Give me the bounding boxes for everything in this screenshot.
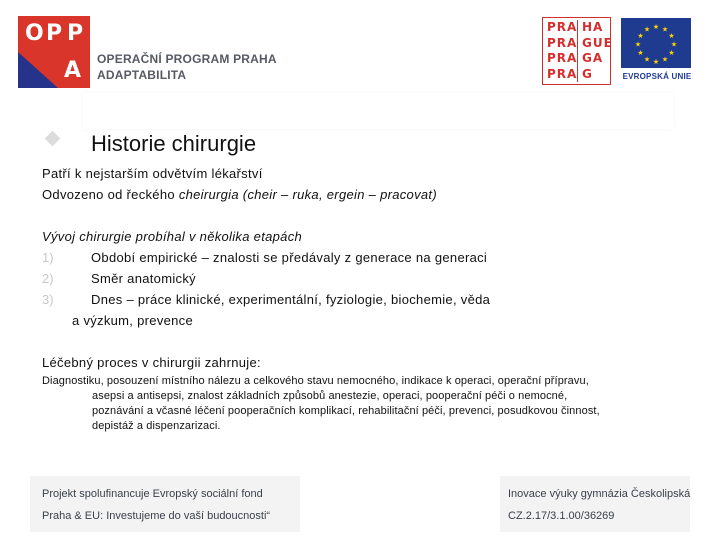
text-line-2-italic: cheirurgia (cheir – ruka, ergein – pracovat)	[178, 187, 437, 202]
stage-text-3: Dnes – práce klinické, experimentální, fyziologie, biochemie, věda	[91, 292, 491, 307]
praha-right-1: HA	[577, 20, 607, 36]
svg-text:★: ★	[637, 32, 644, 40]
oppa-letter-p1: P	[46, 21, 63, 46]
eu-stars-icon	[621, 18, 691, 68]
praha-left-4: PRA	[547, 66, 578, 81]
eu-label: EVROPSKÁ UNIE	[622, 72, 692, 81]
praha-left-2: PRA	[547, 35, 578, 50]
text-line-2-prefix: Odvozeno od řeckého	[42, 187, 179, 202]
footer-project-code: CZ.2.17/3.1.00/36269	[508, 510, 615, 522]
slide-title: Historie chirurgie	[91, 131, 257, 156]
stage-text-2: Směr anatomický	[91, 271, 196, 286]
svg-text:★: ★	[634, 40, 642, 49]
footer-right-panel	[500, 476, 690, 532]
oppa-program-name	[97, 51, 277, 83]
svg-text:★: ★	[670, 40, 678, 49]
process-line-4: depistáž a dispenzarizaci.	[92, 420, 221, 432]
praha-logo	[542, 17, 611, 85]
diamond-bullet-icon	[45, 131, 61, 147]
process-line-3: poznávání a včasné léčení pooperačních komplikací, rehabilitační péči, prevenci, posudkovou činnost,	[92, 405, 600, 417]
footer-slogan-text: Praha & EU: Investujeme do vaší budoucnosti“	[42, 510, 271, 522]
svg-text:★: ★	[637, 49, 644, 57]
eu-logo	[619, 18, 693, 84]
oppa-letter-p2: P	[67, 21, 84, 46]
svg-text:★: ★	[668, 32, 675, 40]
stage-text-1: Období empirické – znalosti se předávaly z generace na generaci	[91, 250, 488, 265]
svg-text:★: ★	[652, 23, 660, 31]
eu-flag-icon	[621, 18, 691, 68]
stages-heading: Vývoj chirurgie probíhal v několika etapách	[42, 229, 303, 244]
praha-right-3: GA	[577, 51, 607, 67]
footer-cofinancing-text: Projekt spolufinancuje Evropský sociální fond	[42, 488, 263, 500]
oppa-letter-a: A	[64, 58, 82, 83]
svg-text:★: ★	[668, 49, 675, 57]
text-line-1: Patří k nejstarším odvětvím lékařství	[42, 166, 263, 181]
title-background	[83, 93, 673, 129]
praha-right-4: G	[577, 67, 607, 83]
oppa-line1: OPERAČNÍ PROGRAM PRAHA	[97, 52, 277, 66]
svg-text:★: ★	[661, 25, 669, 34]
stage-text-3-continued: a výzkum, prevence	[72, 313, 194, 328]
text-line-2	[42, 186, 437, 203]
svg-text:★: ★	[643, 25, 651, 34]
process-paragraph	[42, 374, 702, 434]
stage-number-3: 3)	[42, 292, 54, 307]
svg-text:★: ★	[643, 55, 651, 64]
oppa-logo	[18, 16, 90, 88]
stage-number-1: 1)	[42, 250, 54, 265]
stage-number-2: 2)	[42, 271, 54, 286]
oppa-line2: ADAPTABILITA	[97, 68, 187, 82]
svg-text:★: ★	[652, 58, 660, 66]
process-line-2: asepsi a antisepsi, znalost základních způsobů anestezie, operaci, pooperační péči o nemocné,	[92, 390, 568, 402]
svg-text:★: ★	[661, 55, 669, 64]
praha-right-2: GUE	[577, 36, 607, 52]
praha-left-3: PRA	[547, 51, 578, 65]
praha-left-1: PRA	[547, 20, 578, 34]
process-heading: Léčebný proces v chirurgii zahrnuje:	[42, 355, 261, 370]
oppa-letter-o: O	[25, 21, 44, 46]
footer-left-panel	[30, 476, 300, 532]
process-line-1: Diagnostiku, posouzení místního nálezu a celkového stavu nemocného, indikace k operaci, operační přípravu,	[42, 375, 589, 387]
footer-project-name: Inovace výuky gymnázia Českolipská	[508, 488, 691, 500]
